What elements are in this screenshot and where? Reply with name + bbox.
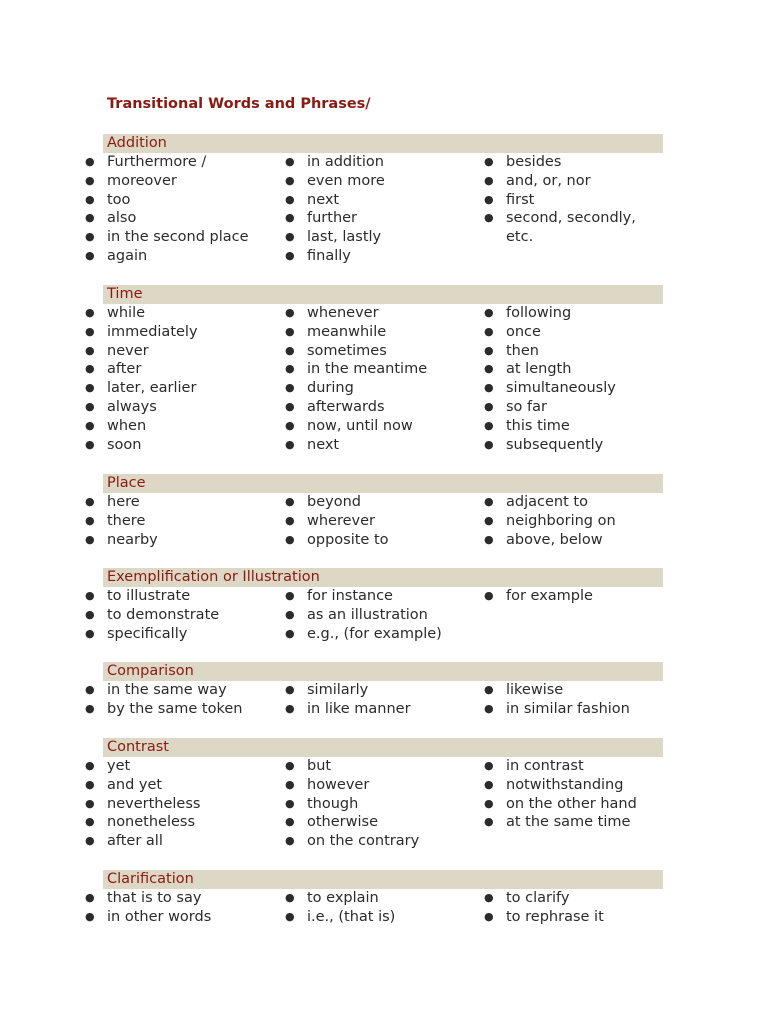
bullet-icon: ●: [484, 777, 494, 791]
column-2: [285, 681, 477, 719]
list-item: ● even more: [285, 172, 385, 189]
list-item: ● i.e., (that is): [285, 908, 396, 925]
list-item: ● sometimes: [285, 342, 387, 359]
list-item: ● to rephrase it: [484, 908, 604, 925]
section-header-bar: [103, 474, 663, 493]
bullet-icon: ●: [484, 759, 494, 772]
bullet-icon: ●: [484, 192, 494, 206]
list-item: ● specifically: [85, 625, 188, 642]
section-header-bar: [103, 134, 663, 153]
section-header-bar: [103, 568, 663, 587]
list-item: ● also: [85, 210, 137, 227]
column-2: [285, 889, 477, 927]
column-3: [484, 493, 676, 549]
list-item: ● similarly: [285, 682, 369, 698]
bullet-icon: ●: [285, 815, 295, 829]
list-item: ● nonetheless: [85, 814, 196, 831]
bullet-icon: ●: [85, 607, 95, 621]
bullet-icon: ●: [85, 418, 95, 432]
bullet-icon: ●: [484, 418, 494, 432]
list-item: ● wherever: [285, 512, 375, 529]
bullet-icon: ●: [484, 891, 494, 904]
bullet-icon: ●: [285, 155, 295, 168]
bullet-icon: ●: [85, 173, 95, 187]
column-3: [484, 757, 676, 832]
list-item: ● by the same token: [85, 700, 243, 717]
bullet-icon: ●: [85, 532, 95, 546]
section-heading: Clarification: [107, 871, 194, 887]
column-2: [285, 587, 477, 643]
list-item: ● nearby: [85, 531, 158, 548]
bullet-icon: ●: [285, 324, 295, 338]
bullet-icon: ●: [285, 230, 295, 244]
bullet-icon: ●: [484, 381, 494, 395]
list-item: ● further: [285, 210, 358, 227]
bullet-icon: ●: [85, 909, 95, 923]
list-item: ● yet: [85, 758, 131, 774]
list-item: ● then: [484, 342, 539, 359]
bullet-icon: ●: [285, 192, 295, 206]
section-heading: Comparison: [107, 663, 194, 679]
list-item: ● besides: [484, 154, 562, 170]
list-item: ● adjacent to: [484, 494, 588, 510]
bullet-icon: ●: [484, 343, 494, 357]
section-header-bar: [103, 285, 663, 304]
column-2: [285, 153, 477, 266]
bullet-icon: ●: [484, 155, 494, 168]
bullet-icon: ●: [484, 173, 494, 187]
list-item: ● in like manner: [285, 700, 411, 717]
column-3: [484, 153, 676, 247]
list-item: ● as an illustration: [285, 606, 428, 623]
list-item: ● in similar fashion: [484, 700, 630, 717]
bullet-icon: ●: [85, 513, 95, 527]
bullet-icon: ●: [285, 399, 295, 413]
bullet-icon: ●: [285, 381, 295, 395]
bullet-icon: ●: [484, 701, 494, 715]
bullet-icon: ●: [85, 155, 95, 168]
bullet-icon: ●: [285, 701, 295, 715]
list-item-continuation: etc.: [506, 229, 534, 246]
list-item: ● that is to say: [85, 890, 202, 906]
list-item: ● nevertheless: [85, 795, 201, 812]
list-item: ● likewise: [484, 682, 564, 698]
bullet-icon: ●: [85, 381, 95, 395]
list-item: ● on the other hand: [484, 795, 637, 812]
column-1: [85, 153, 277, 266]
bullet-icon: ●: [484, 909, 494, 923]
list-item: ● finally: [285, 247, 351, 264]
bullet-icon: ●: [285, 626, 295, 640]
list-item: ● this time: [484, 417, 570, 434]
bullet-icon: ●: [285, 532, 295, 546]
column-2: [285, 493, 477, 549]
bullet-icon: ●: [85, 437, 95, 451]
section-heading: Time: [107, 286, 143, 302]
column-1: [85, 493, 277, 549]
bullet-icon: ●: [285, 834, 295, 848]
list-item: ● in other words: [85, 908, 212, 925]
list-item: ● subsequently: [484, 436, 604, 453]
list-item: ● there: [85, 512, 146, 529]
column-1: [85, 889, 277, 927]
list-item: ● at the same time: [484, 814, 631, 831]
section-heading: Place: [107, 475, 146, 491]
list-item: ● neighboring on: [484, 512, 616, 529]
section-heading: Addition: [107, 135, 167, 151]
list-item: ● simultaneously: [484, 380, 616, 397]
list-item: ● during: [285, 380, 354, 397]
list-item: ● when: [85, 417, 147, 434]
list-item: ● opposite to: [285, 531, 389, 548]
bullet-icon: ●: [285, 173, 295, 187]
column-1: [85, 757, 277, 851]
column-2: [285, 304, 477, 454]
list-item: ● Furthermore /: [85, 154, 207, 170]
list-item: ● otherwise: [285, 814, 378, 831]
bullet-icon: ●: [85, 759, 95, 772]
column-1: [85, 304, 277, 454]
bullet-icon: ●: [484, 683, 494, 696]
bullet-icon: ●: [85, 815, 95, 829]
list-item: ● and, or, nor: [484, 172, 591, 189]
bullet-icon: ●: [484, 532, 494, 546]
list-item: ● following: [484, 305, 572, 321]
list-item: ● always: [85, 398, 157, 415]
bullet-icon: ●: [85, 230, 95, 244]
column-3: [484, 304, 676, 454]
list-item: ● later, earlier: [85, 380, 197, 397]
list-item: ● above, below: [484, 531, 603, 548]
bullet-icon: ●: [285, 362, 295, 376]
list-item: ● for instance: [285, 588, 393, 604]
list-item: ● moreover: [85, 172, 177, 189]
list-item: ● for example: [484, 588, 593, 604]
bullet-icon: ●: [484, 513, 494, 527]
bullet-icon: ●: [484, 589, 494, 602]
bullet-icon: ●: [285, 306, 295, 319]
column-3: [484, 681, 676, 719]
list-item: ● after all: [85, 833, 163, 850]
bullet-icon: ●: [285, 589, 295, 602]
bullet-icon: ●: [484, 362, 494, 376]
bullet-icon: ●: [85, 626, 95, 640]
list-item: ● in addition: [285, 154, 384, 170]
bullet-icon: ●: [85, 192, 95, 206]
section-heading: Exemplification or Illustration: [107, 569, 320, 585]
list-item: ● immediately: [85, 323, 198, 340]
list-item: ● last, lastly: [285, 229, 382, 246]
list-item: ● now, until now: [285, 417, 413, 434]
list-item: ● notwithstanding: [484, 776, 624, 793]
list-item: ● beyond: [285, 494, 361, 510]
bullet-icon: ●: [85, 796, 95, 810]
bullet-icon: ●: [484, 324, 494, 338]
list-item: ● to explain: [285, 890, 379, 906]
list-item: ● first: [484, 191, 535, 208]
bullet-icon: ●: [85, 306, 95, 319]
section-header-bar: [103, 870, 663, 889]
bullet-icon: ●: [484, 306, 494, 319]
bullet-icon: ●: [285, 607, 295, 621]
column-1: [85, 681, 277, 719]
bullet-icon: ●: [85, 891, 95, 904]
list-item: ● next: [285, 191, 340, 208]
bullet-icon: ●: [484, 437, 494, 451]
list-item: ● to illustrate: [85, 588, 191, 604]
bullet-icon: ●: [85, 324, 95, 338]
bullet-icon: ●: [484, 399, 494, 413]
list-item: ● once: [484, 323, 541, 340]
bullet-icon: ●: [285, 418, 295, 432]
bullet-icon: ●: [85, 777, 95, 791]
bullet-icon: ●: [85, 211, 95, 225]
bullet-icon: ●: [285, 891, 295, 904]
bullet-icon: ●: [285, 513, 295, 527]
bullet-icon: ●: [484, 211, 494, 225]
bullet-icon: ●: [85, 834, 95, 848]
bullet-icon: ●: [285, 777, 295, 791]
list-item: ● in contrast: [484, 758, 584, 774]
bullet-icon: ●: [285, 437, 295, 451]
list-item: ● whenever: [285, 305, 379, 321]
bullet-icon: ●: [285, 248, 295, 262]
bullet-icon: ●: [85, 683, 95, 696]
list-item: ● meanwhile: [285, 323, 387, 340]
list-item: ● next: [285, 436, 340, 453]
list-item: ● so far: [484, 398, 547, 415]
bullet-icon: ●: [484, 495, 494, 508]
list-item: ● after: [85, 361, 142, 378]
bullet-icon: ●: [85, 589, 95, 602]
column-3: [484, 587, 676, 606]
bullet-icon: ●: [285, 796, 295, 810]
list-item: ● in the second place: [85, 229, 249, 246]
section-heading: Contrast: [107, 739, 169, 755]
list-item: ● soon: [85, 436, 142, 453]
list-item: ● too: [85, 191, 131, 208]
list-item: ● at length: [484, 361, 572, 378]
bullet-icon: ●: [285, 343, 295, 357]
list-item: ● e.g., (for example): [285, 625, 442, 642]
list-item: ● to demonstrate: [85, 606, 220, 623]
bullet-icon: ●: [85, 701, 95, 715]
list-item: ● in the meantime: [285, 361, 428, 378]
list-item: ● but: [285, 758, 332, 774]
column-2: [285, 757, 477, 851]
list-item: ● never: [85, 342, 149, 359]
list-item: ● though: [285, 795, 359, 812]
list-item: ● on the contrary: [285, 833, 420, 850]
list-item: ● here: [85, 494, 140, 510]
list-item: ● however: [285, 776, 370, 793]
bullet-icon: ●: [484, 815, 494, 829]
bullet-icon: ●: [85, 399, 95, 413]
bullet-icon: ●: [484, 796, 494, 810]
bullet-icon: ●: [85, 495, 95, 508]
bullet-icon: ●: [285, 211, 295, 225]
list-item: ● to clarify: [484, 890, 570, 906]
bullet-icon: ●: [285, 759, 295, 772]
list-item: ● in the same way: [85, 682, 227, 698]
bullet-icon: ●: [85, 248, 95, 262]
bullet-icon: ●: [285, 495, 295, 508]
list-item: ● again: [85, 247, 148, 264]
column-1: [85, 587, 277, 643]
list-item: ● second, secondly,: [484, 210, 636, 227]
list-item: ● while: [85, 305, 146, 321]
bullet-icon: ●: [85, 362, 95, 376]
section-header-bar: [103, 662, 663, 681]
bullet-icon: ●: [85, 343, 95, 357]
bullet-icon: ●: [285, 683, 295, 696]
page-title: Transitional Words and Phrases/: [107, 96, 371, 112]
list-item: ● afterwards: [285, 398, 385, 415]
section-header-bar: [103, 738, 663, 757]
bullet-icon: ●: [285, 909, 295, 923]
column-3: [484, 889, 676, 927]
list-item: ● and yet: [85, 776, 163, 793]
